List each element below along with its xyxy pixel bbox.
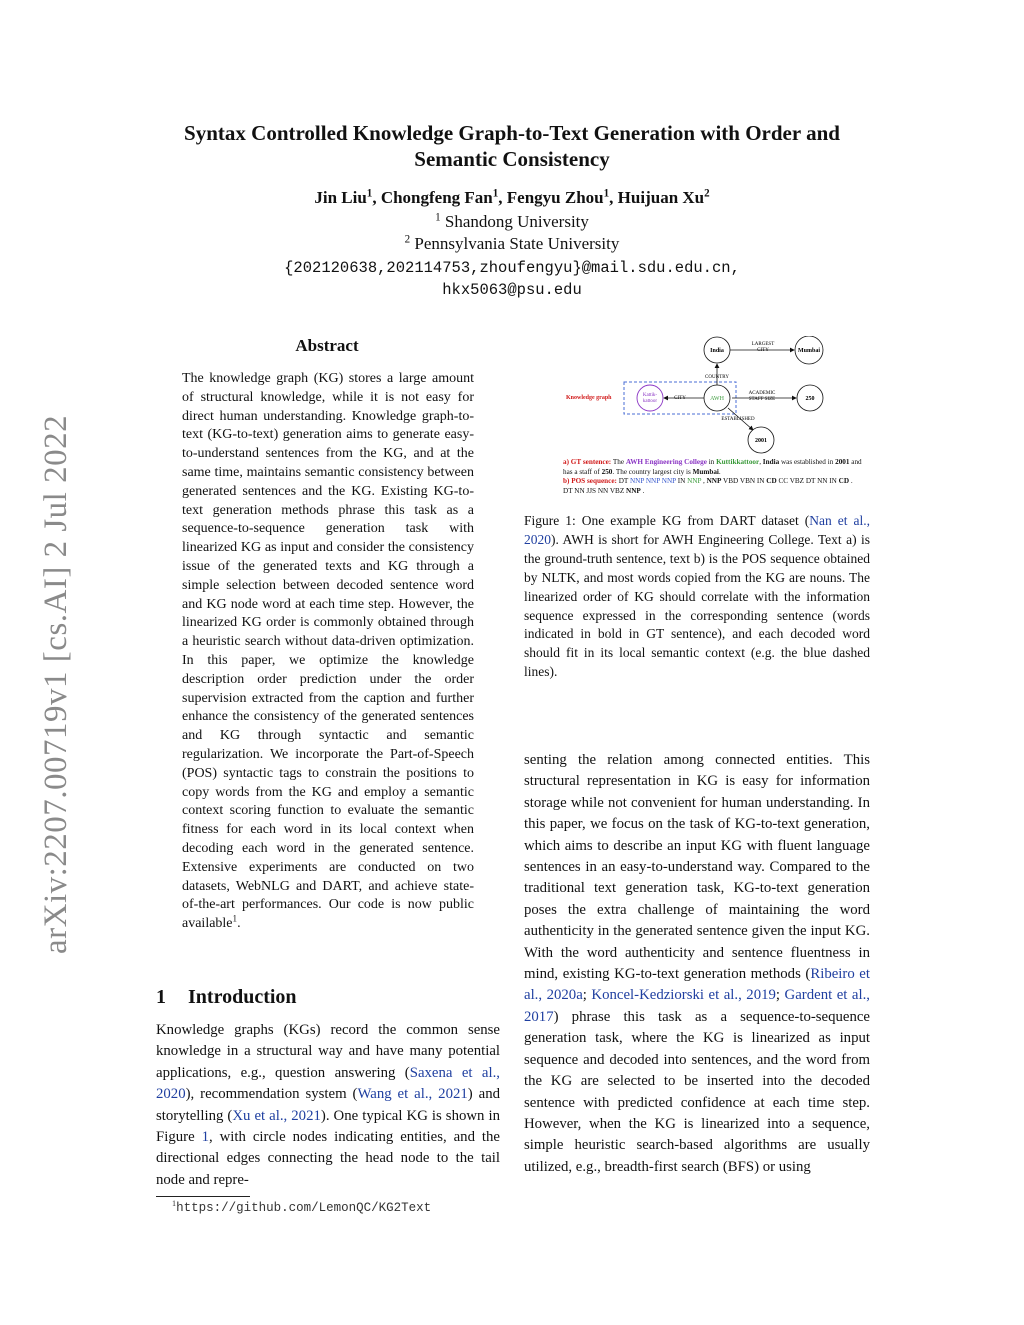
abstract-heading: Abstract [295, 336, 359, 355]
text-run: ; [775, 987, 785, 1004]
paper-title [140, 120, 884, 172]
text-run: The [611, 458, 626, 466]
text-run: IN [675, 477, 688, 486]
node-250 [797, 385, 823, 411]
pos-highlight: CD [838, 477, 850, 486]
text-run: . [640, 487, 645, 496]
footnote-mark[interactable]: 1 [232, 913, 238, 924]
knowledge-graph-figure [560, 336, 850, 456]
author-affiliation-mark: 2 [704, 187, 710, 200]
abstract-text [182, 370, 474, 934]
text-run: , [759, 458, 763, 466]
title-line-1: Syntax Controlled Knowledge Graph-to-Text Generation with Order and [184, 121, 840, 145]
text-run: , with circle nodes indicating entities, and the directional edges connecting the head node to the tail node and repre- [156, 1129, 500, 1188]
text-run: senting the relation among connected entities. This structural representation in KG is easy for information storage while not convenient for human understanding. In this paper, we focus on the task of KG-to-text generation, which aims to describe an input KG with fluent language sentences in an easy-to-understand way. Compared to the traditional text generation task, KG-to-text generation poses the extra challenge of maintaining the word authenticity in the generated sentence given the input KG. With the word authenticity and sentence fluentness in mind, existing KG-to-text generation methods ( [524, 752, 870, 983]
node-label: 2001 [755, 438, 767, 444]
footnote-rule [156, 1196, 250, 1197]
citation-link[interactable]: Koncel-Kedziorski et al., 2019 [591, 987, 776, 1004]
pos-highlight: NNP [687, 477, 702, 486]
author-name: Jin Liu [314, 188, 367, 207]
text-run: VBD VBN IN [721, 477, 767, 486]
entity-highlight: Kuttikkattoor [716, 458, 760, 466]
email-line: hkx5063@psu.edu [442, 281, 582, 299]
footnote [172, 1200, 431, 1215]
edge-label: LARGEST [751, 342, 775, 347]
section-number: 1 [156, 986, 166, 1008]
pos-sequence [563, 477, 863, 496]
figure-caption [524, 512, 870, 682]
author-list: Jin Liu$^1$, Chongfeng Fan$^1$, Fengyu Zhou$^1$, Huijuan Xu$^2$ [314, 187, 710, 207]
text-run: ) and storytelling ( [156, 1086, 501, 1124]
node-label: kattoor [642, 399, 658, 404]
affiliation-name: Pennsylvania State University [414, 234, 620, 253]
text-run: . [718, 467, 721, 476]
entity-highlight: 2001 [835, 458, 850, 466]
entity-highlight: India [762, 458, 780, 466]
text-run: Knowledge graphs (KGs) record the common sense knowledge in a structural way and have many potential applications, e.g., question answering ( [156, 1022, 500, 1081]
author-affiliation-mark: 1 [492, 187, 499, 200]
entity-highlight: Mumbai [692, 467, 719, 476]
affiliation [140, 234, 884, 254]
figure-ref-link[interactable]: 1 [201, 1129, 209, 1146]
author-name: Huijuan Xu [617, 188, 705, 207]
intro-paragraph-left [156, 1020, 500, 1191]
text-run: ), recommendation system ( [185, 1086, 358, 1103]
text-run: . The country largest city is [612, 467, 693, 476]
pos-label: b) POS sequence: [563, 477, 617, 486]
edge-label: STAFF SIZE [748, 397, 776, 402]
gt-sentence [563, 458, 863, 477]
pos-highlight: NNP [626, 487, 641, 496]
text-run: . DT NN JJS NN VBZ [563, 477, 853, 496]
citation-link[interactable]: Ribeiro et al., 2020a [524, 966, 870, 1004]
node-label: Kattik- [642, 393, 658, 398]
entity-highlight: AWH Engineering College [625, 458, 707, 466]
knowledge-graph-label: Knowledge graph [566, 395, 612, 401]
node-label: 250 [805, 396, 815, 402]
pos-highlight: NNP NNP NNP [629, 477, 676, 486]
author-affiliation-mark: 1 [366, 187, 373, 200]
email-line: {202120638,202114753,zhoufengyu}@mail.sdu.edu.cn, [284, 259, 740, 277]
node-awh [704, 385, 730, 411]
text-run: ; [582, 987, 592, 1004]
pos-highlight: CD [766, 477, 777, 486]
text-run: , [701, 477, 707, 486]
affiliation-mark: 1 [435, 211, 441, 224]
node-2001 [748, 427, 774, 453]
text-run: Figure 1: One example KG from DART dataset ( [524, 513, 810, 528]
intro-paragraph-right [524, 750, 870, 1178]
text-run: ) phrase this task as a sequence-to-sequence generation task, where the KG is linearized as input sequence and decoded into sentences, and the word from the KG are selected to be inserted into the decoded sentence with predicted confidence at each time step. However, when the KG is linearized into a sequence, simple heuristic search-based algorithms are usually utilized, e.g., breadth-first search (BFS) or using [524, 1008, 870, 1175]
text-run: DT [616, 477, 630, 486]
text-run: was established in [779, 458, 836, 466]
edge-label: CITY [674, 396, 686, 401]
citation-link[interactable]: Xu et al., 2021 [232, 1107, 321, 1124]
node-label: Mumbai [797, 348, 821, 354]
text-run: ). One typical KG is shown in Figure [156, 1107, 500, 1146]
edge-label: COUNTRY [705, 375, 729, 380]
citation-link[interactable]: Saxena et al., 2020 [156, 1064, 500, 1103]
text-run: in [706, 458, 717, 466]
node-india [704, 337, 730, 363]
text-run: CC VBZ DT NN IN [776, 477, 839, 486]
pos-highlight: NNP [706, 477, 722, 486]
edge-label: CITY [757, 348, 769, 353]
citation-link[interactable]: Gardent et al., 2017 [524, 987, 871, 1025]
abstract-end: . [237, 916, 241, 932]
citation-link[interactable]: Wang et al., 2021 [357, 1086, 468, 1103]
affiliation-name: Shandong University [444, 212, 589, 231]
gt-label: a) GT sentence: [563, 458, 612, 466]
entity-highlight: 250 [601, 467, 613, 476]
author-name: Fengyu Zhou [506, 188, 604, 207]
node-mumbai [795, 336, 823, 364]
edge-label: ACADEMIC [748, 391, 776, 396]
section-heading [156, 986, 496, 1009]
arxiv-identifier: arXiv:2207.00719v1 [cs.AI] 2 Jul 2022 [38, 414, 74, 954]
footnote-url-link[interactable]: https://github.com/LemonQC/KG2Text [176, 1201, 432, 1215]
text-run: ). AWH is short for AWH Engineering College. Text a) is the ground-truth sentence, text b) is the POS sequence obtained by NLTK, and most words copied from the KG are nouns. The linearized order of KG should correlate with the information sequence expressed in the corresponding sentence (words indicated in bold in GT sentence), and each decoded word should fit in its local semantic context (e.g. the blue dashed lines). [524, 531, 870, 680]
footnote-mark: 1 [172, 1198, 177, 1208]
edge-label: ESTABLISHED [721, 417, 755, 422]
node-label: AWH [710, 396, 724, 402]
section-title: Introduction [188, 986, 297, 1008]
text-run: and has a staff of [563, 458, 862, 476]
node-kattikkattoor [637, 385, 663, 411]
figure-text-block [563, 458, 863, 497]
author-affiliation-mark: 1 [603, 187, 610, 200]
abstract-body: The knowledge graph (KG) stores a large amount of structural knowledge, while it is not easy for direct human understanding. Knowledge graph-to-text (KG-to-text) generation aims to generate easy-to-understand sentences from the KG, and at the same time, maintains semantic consistency between generated sentences and the KG. Existing KG-to-text generation methods phrase this task as a sequence-to-sequence generation task with linearized KG as input and consider the consistency issue of the generated texts and KG through a simple selection between decoded sentence word and KG node word at each time step. However, the linearized KG order is commonly obtained through a heuristic search without data-driven optimization. In this paper, we optimize the knowledge description order prediction under the order supervision extracted from the caption and further enhance the consistency of the generated sentences and KG through syntactic and semantic regularization. We incorporate the Part-of-Speech (POS) syntactic tags to constrain the positions to copy words from the KG and employ a semantic context scoring function to evaluate the semantic fitness for each word in its local context when decoding each word in the generated sentence. Extensive experiments are conducted on two datasets, WebNLG and DART, and achieve state-of-the-art performances. Our code is now public available [182, 371, 474, 932]
title-line-2: Semantic Consistency [414, 147, 610, 171]
author-name: Chongfeng Fan [380, 188, 493, 207]
node-label: India [710, 348, 724, 354]
affiliation-mark: 2 [404, 233, 411, 246]
affiliation [140, 212, 884, 232]
citation-link[interactable]: Nan et al., 2020 [524, 513, 870, 547]
